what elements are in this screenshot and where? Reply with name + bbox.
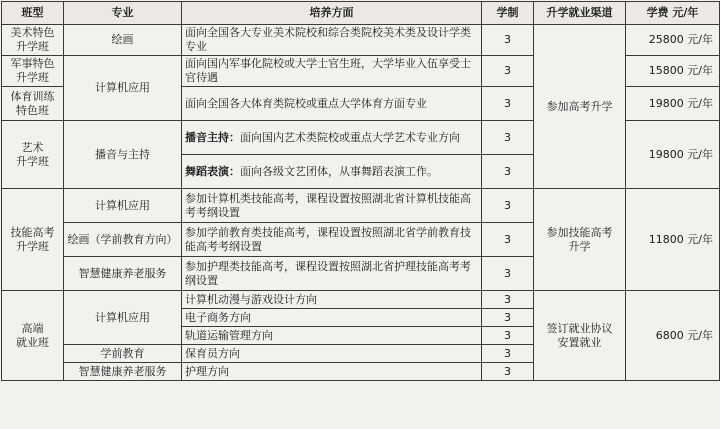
years-cell: 3	[482, 345, 534, 363]
class-type-cell: 高端 就业班	[2, 291, 64, 381]
header-major: 专业	[64, 2, 182, 25]
major-cell: 计算机应用	[64, 56, 182, 121]
years-cell: 3	[482, 309, 534, 327]
major-cell: 计算机应用	[64, 291, 182, 345]
direction-cell: 保育员方向	[182, 345, 482, 363]
fee-cell: 6800 元/年	[626, 291, 720, 381]
direction-cell	[182, 121, 482, 155]
class-type-cell: 技能高考 升学班	[2, 189, 64, 291]
major-cell: 学前教育	[64, 345, 182, 363]
direction-cell: 面向全国各大专业美术院校和综合类院校美术类及设计学类专业	[182, 25, 482, 56]
years-cell: 3	[482, 155, 534, 189]
fee-cell: 11800 元/年	[626, 189, 720, 291]
channel-cell: 签订就业协议 安置就业	[534, 291, 626, 381]
channel-cell: 参加技能高考 升学	[534, 189, 626, 291]
fee-cell: 25800 元/年	[626, 25, 720, 56]
header-direction: 培养方面	[182, 2, 482, 25]
years-cell: 3	[482, 121, 534, 155]
header-class-type: 班型	[2, 2, 64, 25]
major-cell: 播音与主持	[64, 121, 182, 189]
years-cell: 3	[482, 327, 534, 345]
direction-cell	[182, 155, 482, 189]
major-cell: 计算机应用	[64, 189, 182, 223]
fee-cell: 19800 元/年	[626, 87, 720, 121]
fee-cell: 19800 元/年	[626, 121, 720, 189]
direction-text: 面向国内艺术类院校或重点大学艺术专业方向	[240, 130, 460, 144]
direction-label: 舞蹈表演：	[185, 164, 240, 178]
channel-cell: 参加高考升学	[534, 25, 626, 189]
major-cell: 智慧健康养老服务	[64, 363, 182, 381]
years-cell: 3	[482, 87, 534, 121]
direction-cell: 参加护理类技能高考，课程设置按照湖北省护理技能高考考纲设置	[182, 257, 482, 291]
header-years: 学制	[482, 2, 534, 25]
class-type-cell: 艺术 升学班	[2, 121, 64, 189]
table-row	[2, 25, 720, 56]
years-cell: 3	[482, 363, 534, 381]
direction-label: 播音主持：	[185, 130, 240, 144]
direction-cell: 面向全国各大体育类院校或重点大学体育方面专业	[182, 87, 482, 121]
direction-cell: 护理方向	[182, 363, 482, 381]
direction-text: 面向各级文艺团体，从事舞蹈表演工作。	[240, 164, 438, 178]
years-cell: 3	[482, 223, 534, 257]
years-cell: 3	[482, 257, 534, 291]
direction-cell: 电子商务方向	[182, 309, 482, 327]
major-cell: 绘画	[64, 25, 182, 56]
direction-cell: 参加学前教育类技能高考，课程设置按照湖北省学前教育技能高考考纲设置	[182, 223, 482, 257]
direction-cell: 参加计算机类技能高考，课程设置按照湖北省计算机技能高考考纲设置	[182, 189, 482, 223]
direction-cell: 计算机动漫与游戏设计方向	[182, 291, 482, 309]
header-channel: 升学就业渠道	[534, 2, 626, 25]
class-type-cell: 美术特色 升学班	[2, 25, 64, 56]
major-cell: 绘画（学前教育方向）	[64, 223, 182, 257]
header-row	[2, 2, 720, 25]
table-row	[2, 189, 720, 223]
years-cell: 3	[482, 291, 534, 309]
table-row	[2, 291, 720, 309]
years-cell: 3	[482, 25, 534, 56]
years-cell: 3	[482, 56, 534, 87]
direction-cell: 轨道运输管理方向	[182, 327, 482, 345]
class-type-cell: 体育训练 特色班	[2, 87, 64, 121]
enrollment-table	[1, 1, 720, 381]
major-cell: 智慧健康养老服务	[64, 257, 182, 291]
class-type-cell: 军事特色 升学班	[2, 56, 64, 87]
direction-cell: 面向国内军事化院校或大学士官生班，大学毕业入伍享受士官待遇	[182, 56, 482, 87]
header-fee: 学费 元/年	[626, 2, 720, 25]
years-cell: 3	[482, 189, 534, 223]
fee-cell: 15800 元/年	[626, 56, 720, 87]
